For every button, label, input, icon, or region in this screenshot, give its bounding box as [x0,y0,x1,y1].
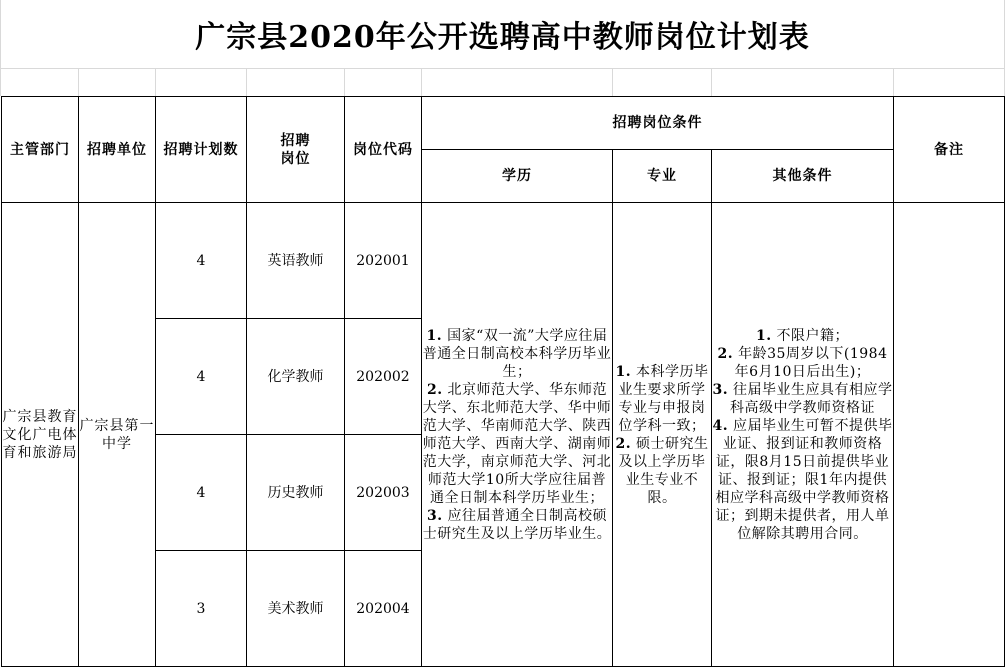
header-remarks: 备注 [894,97,1005,203]
header-unit: 招聘单位 [79,97,156,203]
major-item: 1. 本科学历毕业生要求所学专业与申报岗位学科一致； [615,363,709,434]
gridline [246,68,247,96]
position-cell: 历史教师 [247,435,345,551]
position-cell: 美术教师 [247,551,345,667]
header-plan-count: 招聘计划数 [156,97,247,203]
education-item: 1. 国家“双一流”大学应往届普通全日制高校本科学历毕业生； [422,327,612,380]
major-cell [613,203,712,667]
plan-count-cell: 4 [156,435,247,551]
gridline [0,68,1005,69]
gridline [612,68,613,96]
other-item: 1. 不限户籍； [755,327,850,344]
gridline [155,68,156,96]
other-item: 4. 应届毕业生可暂不提供毕业证、报到证和教师资格证，限8月15日前提供毕业证、报到证；限1年内提供相应学科高级中学教师资格证；到期未提供者，用人单位解除其聘用合同。 [712,417,893,542]
header-code: 岗位代码 [345,97,422,203]
education-cell [422,203,613,667]
code-cell: 202002 [345,319,422,435]
other-conditions-cell [712,203,894,667]
unit-cell: 广宗县第一中学 [79,203,156,667]
education-item: 3. 应往届普通全日制高校硕士研究生及以上学历毕业生。 [422,507,612,542]
gridline [893,68,894,96]
gridline [421,68,422,96]
page-title: 广宗县2020年公开选聘高中教师岗位计划表 [195,20,810,55]
department-cell: 广宗县教育文化广电体育和旅游局 [2,203,79,667]
other-item: 2. 年龄35周岁以下(1984年6月10日后出生)； [717,345,888,380]
education-item: 2. 北京师范大学、华东师范大学、东北师范大学、华中师范大学、华南师范大学、陕西师范大学、西南大学、湖南师范大学，南京师范大学、河北师范大学10所大学应往届普通全日制本科学历毕业生； [422,381,612,506]
header-other: 其他条件 [712,150,894,203]
remarks-cell [894,203,1005,667]
gridline [344,68,345,96]
gridline [78,68,79,96]
header-department: 主管部门 [2,97,79,203]
code-cell: 202004 [345,551,422,667]
plan-count-cell: 3 [156,551,247,667]
plan-count-cell: 4 [156,203,247,319]
position-cell: 化学教师 [247,319,345,435]
code-cell: 202003 [345,435,422,551]
gridline [711,68,712,96]
plan-count-cell: 4 [156,319,247,435]
code-cell: 202001 [345,203,422,319]
position-cell: 英语教师 [247,203,345,319]
position-plan-table [1,96,1005,667]
major-item: 2. 硕士研究生及以上学历毕业生专业不限。 [615,435,709,506]
title-row [0,0,1005,68]
header-major: 专业 [613,150,712,203]
header-education: 学历 [422,150,613,203]
header-position: 招聘 岗位 [247,97,345,203]
header-conditions: 招聘岗位条件 [422,97,894,150]
other-item: 3. 往届毕业生应具有相应学科高级中学教师资格证 [712,381,893,416]
